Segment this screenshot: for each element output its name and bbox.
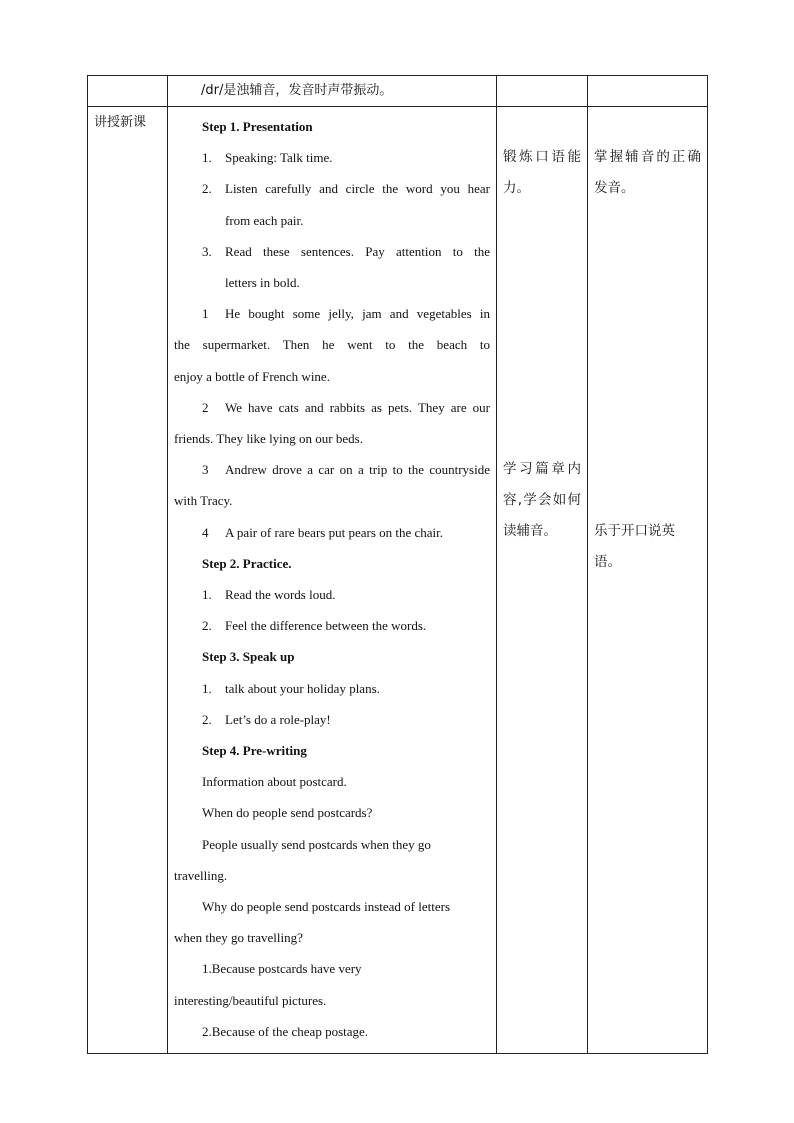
lesson-content xyxy=(168,107,496,1053)
reason-line: 2.Because of the cheap postage. xyxy=(202,1023,369,1039)
purpose-notes xyxy=(588,142,707,578)
list-item-continued: letters in bold. xyxy=(225,275,300,291)
list-item: 1. talk about your holiday plans. xyxy=(202,680,380,696)
lesson-plan-table xyxy=(87,75,708,1054)
stage-cell-empty xyxy=(88,76,168,107)
step3-title: Step 3. Speak up xyxy=(202,649,295,665)
postcard-info: Information about postcard. xyxy=(202,774,347,790)
question-line: when they go travelling? xyxy=(174,930,303,946)
sentence-line: with Tracy. xyxy=(174,493,233,509)
purpose-cell xyxy=(588,107,708,1054)
list-item: 3. Read these sentences. Pay attention to the xyxy=(202,243,490,259)
reason-line: 1.Because postcards have very xyxy=(202,961,362,977)
sentence-item: 4 A pair of rare bears put pears on the chair. xyxy=(202,524,444,540)
sentence-line: friends. They like lying on our beds. xyxy=(174,431,363,447)
list-item: 1. Speaking: Talk time. xyxy=(202,150,333,166)
consonant-note: /dr/是浊辅音，发音时声带振动。 xyxy=(201,83,393,98)
list-item: 2. Feel the difference between the words. xyxy=(202,618,427,634)
list-item: 1. Read the words loud. xyxy=(202,587,336,603)
purpose-text: 乐于开口说英语。 xyxy=(594,523,675,570)
sentence-item: 3 Andrew drove a car on a trip to the countryside xyxy=(202,462,490,478)
step1-title: Step 1. Presentation xyxy=(202,119,313,134)
list-item: 2. Let’s do a role-play! xyxy=(202,711,331,727)
objective-text: 力。 xyxy=(503,180,530,196)
sentence-item: 1 He bought some jelly, jam and vegetables in xyxy=(202,306,490,322)
objective-text: 锻炼口语能 xyxy=(503,149,581,165)
question-line: Why do people send postcards instead of letters xyxy=(202,899,451,915)
objective-text: 读辅音。 xyxy=(503,523,557,539)
purpose-text: 发音。 xyxy=(594,180,635,196)
objective-cell xyxy=(497,107,588,1054)
answer-line: People usually send postcards when they go xyxy=(202,836,431,852)
question-line: When do people send postcards? xyxy=(202,805,373,821)
stage-label: 讲授新课 xyxy=(94,115,147,130)
list-item-continued: from each pair. xyxy=(225,212,304,228)
objective-notes xyxy=(497,142,587,547)
table-row xyxy=(88,107,708,1054)
step2-title: Step 2. Practice. xyxy=(202,555,292,571)
list-item: 2. Listen carefully and circle the word you hear xyxy=(202,181,490,197)
table-row xyxy=(88,76,708,107)
purpose-cell-empty xyxy=(588,76,708,107)
sentence-line: the supermarket. Then he went to the beach to xyxy=(174,337,490,353)
content-cell xyxy=(168,107,497,1054)
sentence-line: enjoy a bottle of French wine. xyxy=(174,368,330,384)
sentence-item: 2 We have cats and rabbits as pets. They are our xyxy=(202,399,490,415)
content-cell xyxy=(168,76,497,107)
answer-line: travelling. xyxy=(174,867,228,883)
reason-line: interesting/beautiful pictures. xyxy=(174,992,327,1008)
objective-text: 学习篇章内 xyxy=(503,461,581,477)
step4-title: Step 4. Pre-writing xyxy=(202,743,307,759)
objective-cell-empty xyxy=(497,76,588,107)
purpose-text: 掌握辅音的正确 xyxy=(594,149,701,165)
objective-text: 容,学会如何 xyxy=(503,492,581,508)
stage-cell xyxy=(88,107,168,1054)
